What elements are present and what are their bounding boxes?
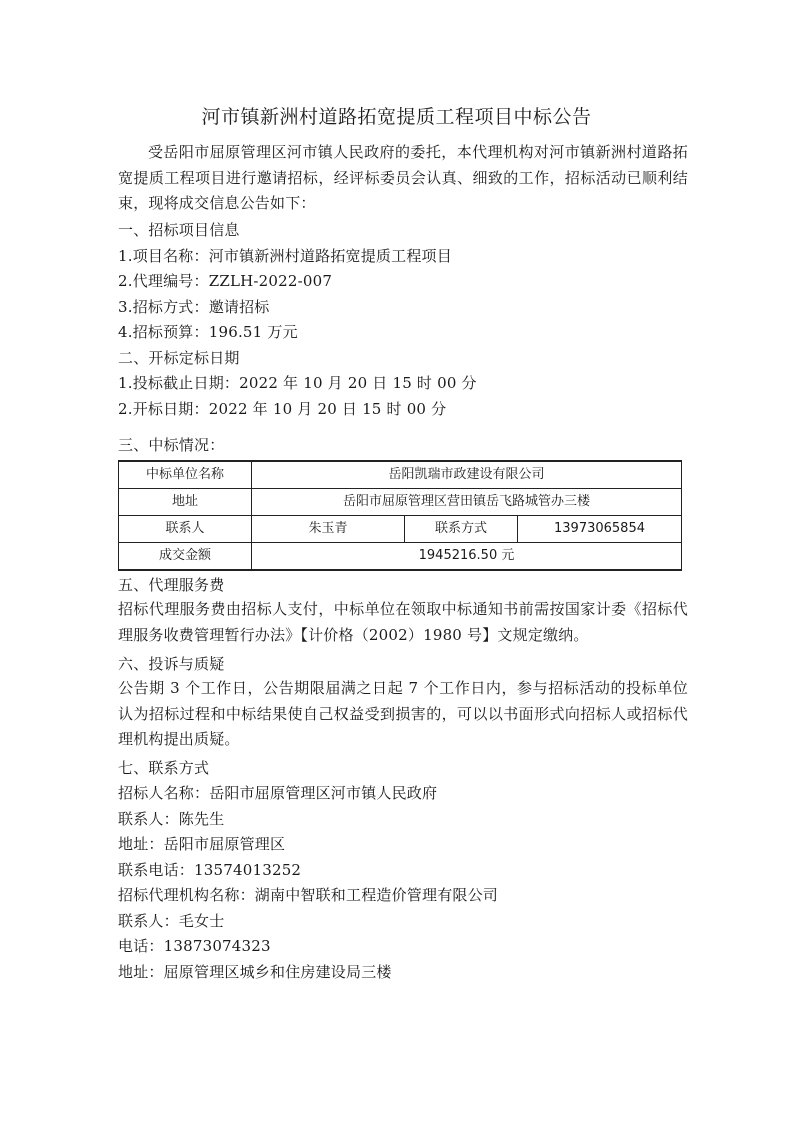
winning-bid-table bbox=[118, 460, 682, 571]
section3-heading: 三、中标情况： bbox=[118, 436, 225, 454]
section7-heading: 七、联系方式 bbox=[118, 759, 210, 777]
table-row bbox=[119, 516, 682, 543]
phone-value: 13973065854 bbox=[518, 516, 682, 543]
agency-name-line: 招标代理机构名称：湖南中智联和工程造价管理有限公司 bbox=[118, 886, 499, 904]
agency-fee-paragraph: 招标代理服务费由招标人支付，中标单位在领取中标通知书前需按国家计委《招标代理服务收费管理暂行办法》【计价格（2002）1980 号】文规定缴纳。 bbox=[118, 600, 688, 644]
section1-heading: 一、招标项目信息 bbox=[118, 221, 240, 239]
contact-label: 联系人 bbox=[119, 516, 252, 543]
table-row bbox=[119, 489, 682, 516]
address-value: 岳阳市屈原管理区营田镇岳飞路城管办三楼 bbox=[252, 489, 682, 516]
bid-deadline-line: 1.投标截止日期：2022 年 10 月 20 日 15 时 00 分 bbox=[118, 374, 477, 392]
winner-value: 岳阳凯瑞市政建设有限公司 bbox=[252, 461, 682, 489]
tender-budget-line: 4.招标预算：196.51 万元 bbox=[118, 323, 298, 341]
agency-code-line: 2.代理编号：ZZLH-2022-007 bbox=[118, 272, 333, 290]
winner-label: 中标单位名称 bbox=[119, 461, 252, 489]
agency-contact-line: 联系人：毛女士 bbox=[118, 912, 225, 930]
amount-value: 1945216.50 元 bbox=[252, 543, 682, 571]
section2-heading: 二、开标定标日期 bbox=[118, 349, 240, 367]
bid-opening-line: 2.开标日期：2022 年 10 月 20 日 15 时 00 分 bbox=[118, 400, 447, 418]
agency-address-line: 地址：屈原管理区城乡和住房建设局三楼 bbox=[118, 963, 392, 981]
tenderer-phone-line: 联系电话：13574013252 bbox=[118, 861, 302, 879]
address-label: 地址 bbox=[119, 489, 252, 516]
section5-heading: 五、代理服务费 bbox=[118, 576, 225, 594]
table-row bbox=[119, 543, 682, 571]
tenderer-name-line: 招标人名称：岳阳市屈原管理区河市镇人民政府 bbox=[118, 784, 438, 802]
project-name-line: 1.项目名称：河市镇新洲村道路拓宽提质工程项目 bbox=[118, 247, 452, 265]
phone-label: 联系方式 bbox=[405, 516, 518, 543]
tenderer-contact-line: 联系人：陈先生 bbox=[118, 810, 225, 828]
tender-method-line: 3.招标方式：邀请招标 bbox=[118, 298, 270, 316]
section6-heading: 六、投诉与质疑 bbox=[118, 655, 225, 673]
document-title: 河市镇新洲村道路拓宽提质工程项目中标公告 bbox=[201, 106, 592, 128]
agency-phone-line: 电话：13873074323 bbox=[118, 937, 271, 955]
tenderer-address-line: 地址：岳阳市屈原管理区 bbox=[118, 835, 286, 853]
table-row bbox=[119, 461, 682, 489]
amount-label: 成交金额 bbox=[119, 543, 252, 571]
intro-paragraph: 受岳阳市屈原管理区河市镇人民政府的委托，本代理机构对河市镇新洲村道路拓宽提质工程项目进行邀请招标，经评标委员会认真、细致的工作，招标活动已顺利结束，现将成交信息公告如下： bbox=[118, 143, 688, 212]
complaint-paragraph: 公告期 3 个工作日，公告期限届满之日起 7 个工作日内，参与招标活动的投标单位认为招标过程和中标结果使自己权益受到损害的，可以以书面形式向招标人或招标代理机构提出质疑。 bbox=[118, 679, 688, 748]
contact-value: 朱玉青 bbox=[252, 516, 405, 543]
